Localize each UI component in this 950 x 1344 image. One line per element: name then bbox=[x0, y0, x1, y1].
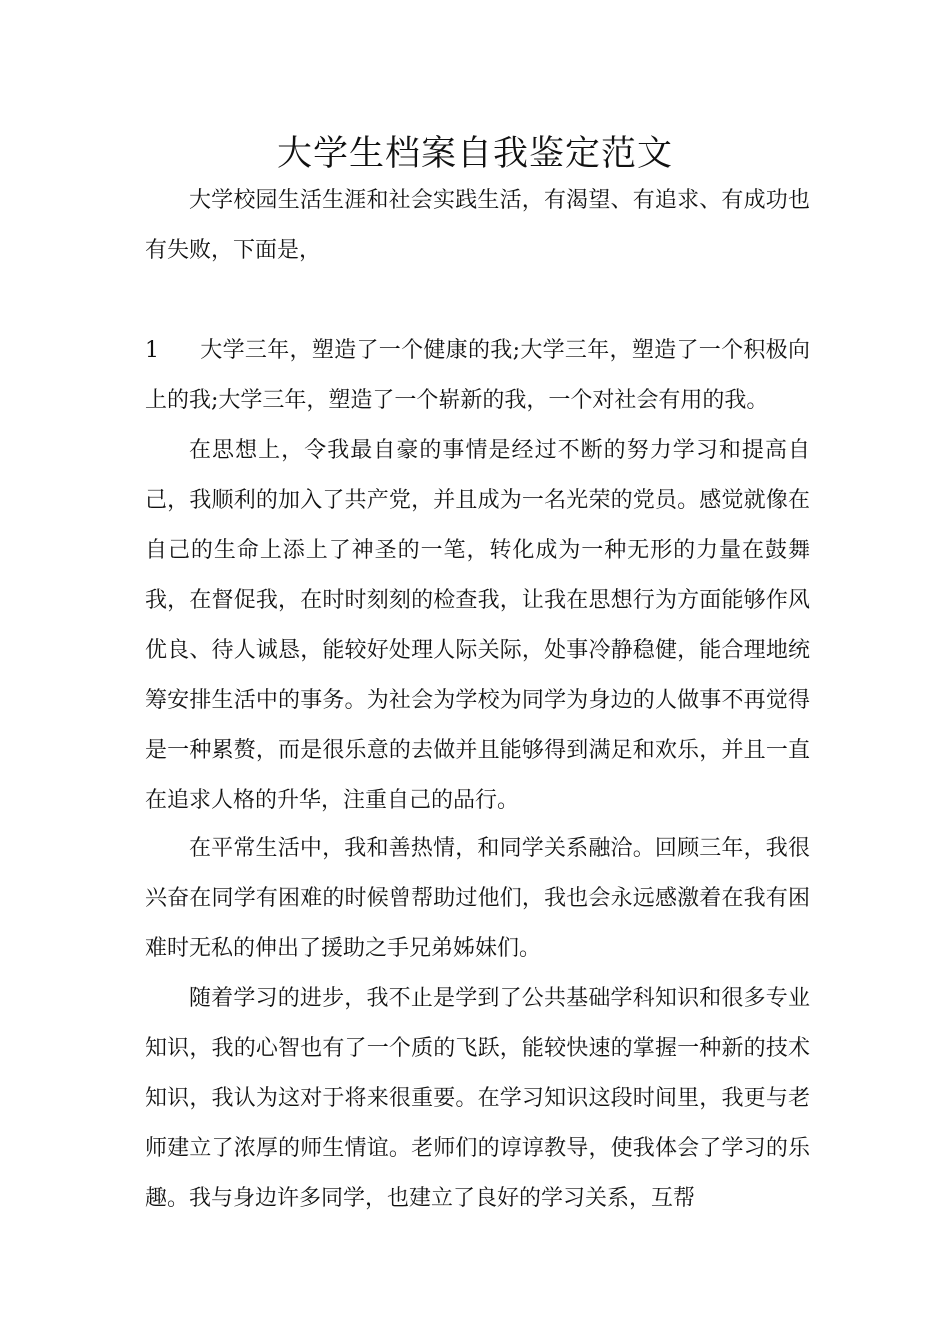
thought-paragraph: 在思想上，令我最自豪的事情是经过不断的努力学习和提高自己，我顺利的加入了共产党，并且成为一名光荣的党员。感觉就像在自己的生命上添上了神圣的一笔，转化成为一种无形的力量在鼓舞我，在督促我，在时时刻刻的检查我，让我在思想行为方面能够作风优良、待人诚恳，能较好处理人际关际，处事冷静稳健，能合理地统筹安排生活中的事务。为社会为学校为同学为身边的人做事不再觉得是一种累赘，而是很乐意的去做并且能够得到满足和欢乐，并且一直在追求人格的升华，注重自己的品行。 bbox=[145, 438, 810, 813]
intro-paragraph: 大学校园生活生涯和社会实践生活，有渴望、有追求、有成功也有失败，下面是， bbox=[145, 188, 810, 263]
item-number: 1 bbox=[145, 338, 159, 363]
item-text: 大学三年，塑造了一个健康的我;大学三年，塑造了一个积极向上的我;大学三年，塑造了一个崭新的我，一个对社会有用的我。 bbox=[145, 338, 810, 413]
life-paragraph: 在平常生活中，我和善热情，和同学关系融洽。回顾三年，我很兴奋在同学有困难的时候曾帮助过他们，我也会永远感激着在我有困难时无私的伸出了援助之手兄弟姊妹们。 bbox=[145, 836, 810, 961]
study-paragraph: 随着学习的进步，我不止是学到了公共基础学科知识和很多专业知识，我的心智也有了一个质的飞跃，能较快速的掌握一种新的技术知识，我认为这对于将来很重要。在学习知识这段时间里，我更与老师建立了浓厚的师生情谊。老师们的谆谆教导，使我体会了学习的乐趣。我与身边许多同学，也建立了良好的学习关系，互帮 bbox=[145, 986, 810, 1211]
numbered-item bbox=[145, 326, 810, 426]
document-title: 大学生档案自我鉴定范文 bbox=[276, 134, 673, 174]
